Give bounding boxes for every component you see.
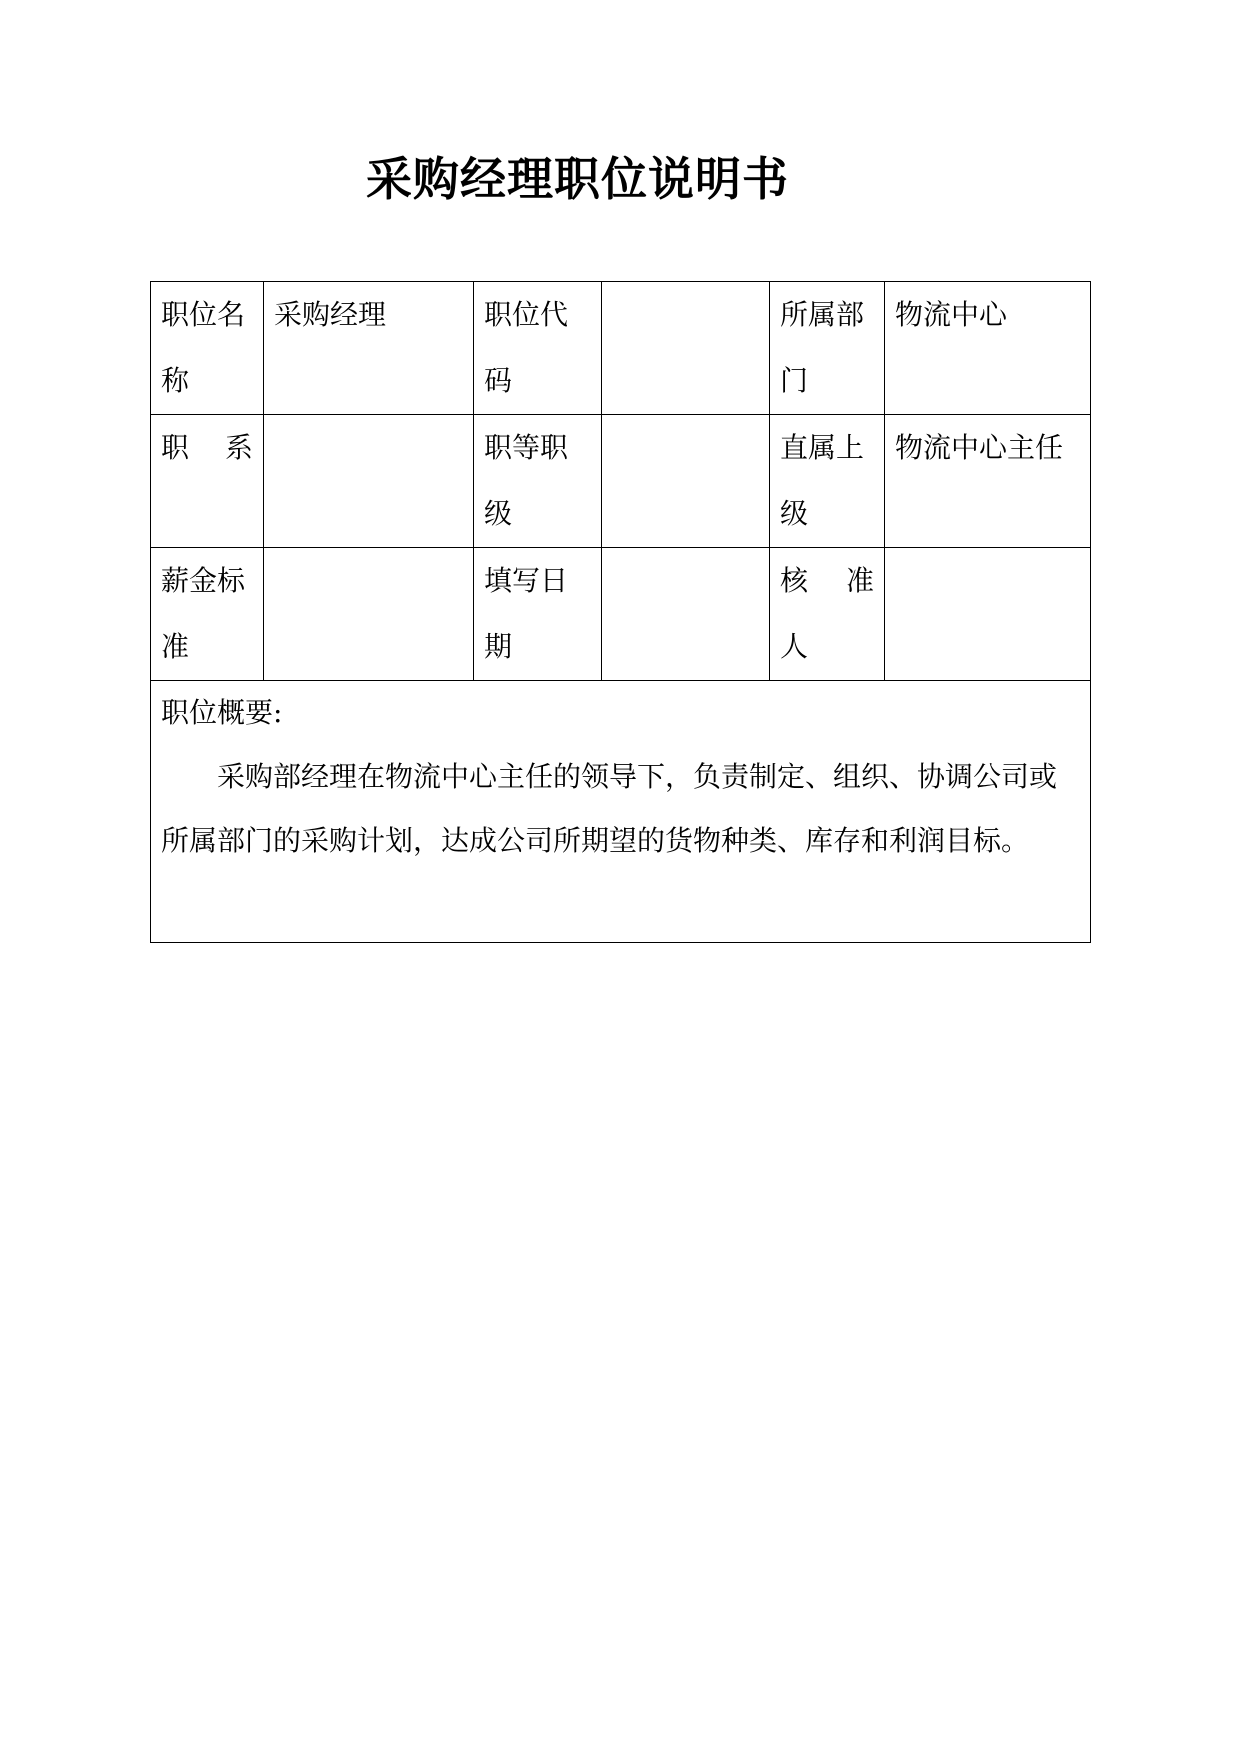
job-info-table xyxy=(150,281,1091,943)
table-row xyxy=(151,681,1091,943)
salary-standard-label: 薪金标准 xyxy=(151,548,264,681)
approver-label: 核 准人 xyxy=(770,548,885,681)
direct-supervisor-label: 直属上级 xyxy=(770,415,885,548)
job-title-value: 采购经理 xyxy=(264,282,474,415)
fill-date-value xyxy=(602,548,770,681)
salary-standard-value xyxy=(264,548,474,681)
job-code-label: 职位代码 xyxy=(474,282,602,415)
page-title: 采购经理职位说明书 xyxy=(366,152,789,206)
job-grade-label: 职等职级 xyxy=(474,415,602,548)
direct-supervisor-value: 物流中心主任 xyxy=(885,415,1091,548)
table-row xyxy=(151,415,1091,548)
job-grade-value xyxy=(602,415,770,548)
table-row xyxy=(151,548,1091,681)
department-value: 物流中心 xyxy=(885,282,1091,415)
fill-date-label: 填写日期 xyxy=(474,548,602,681)
job-code-value xyxy=(602,282,770,415)
job-summary-text: 采购部经理在物流中心主任的领导下，负责制定、组织、协调公司或所属部门的采购计划，达成公司所期望的货物种类、库存和利润目标。 xyxy=(161,760,1058,857)
table-row xyxy=(151,282,1091,415)
department-label: 所属部门 xyxy=(770,282,885,415)
job-summary-cell xyxy=(151,681,1091,943)
approver-value xyxy=(885,548,1091,681)
job-summary-heading: 职位概要: xyxy=(161,696,283,729)
job-family-label: 职 系 xyxy=(151,415,264,548)
job-title-label: 职位名称 xyxy=(151,282,264,415)
job-family-value xyxy=(264,415,474,548)
